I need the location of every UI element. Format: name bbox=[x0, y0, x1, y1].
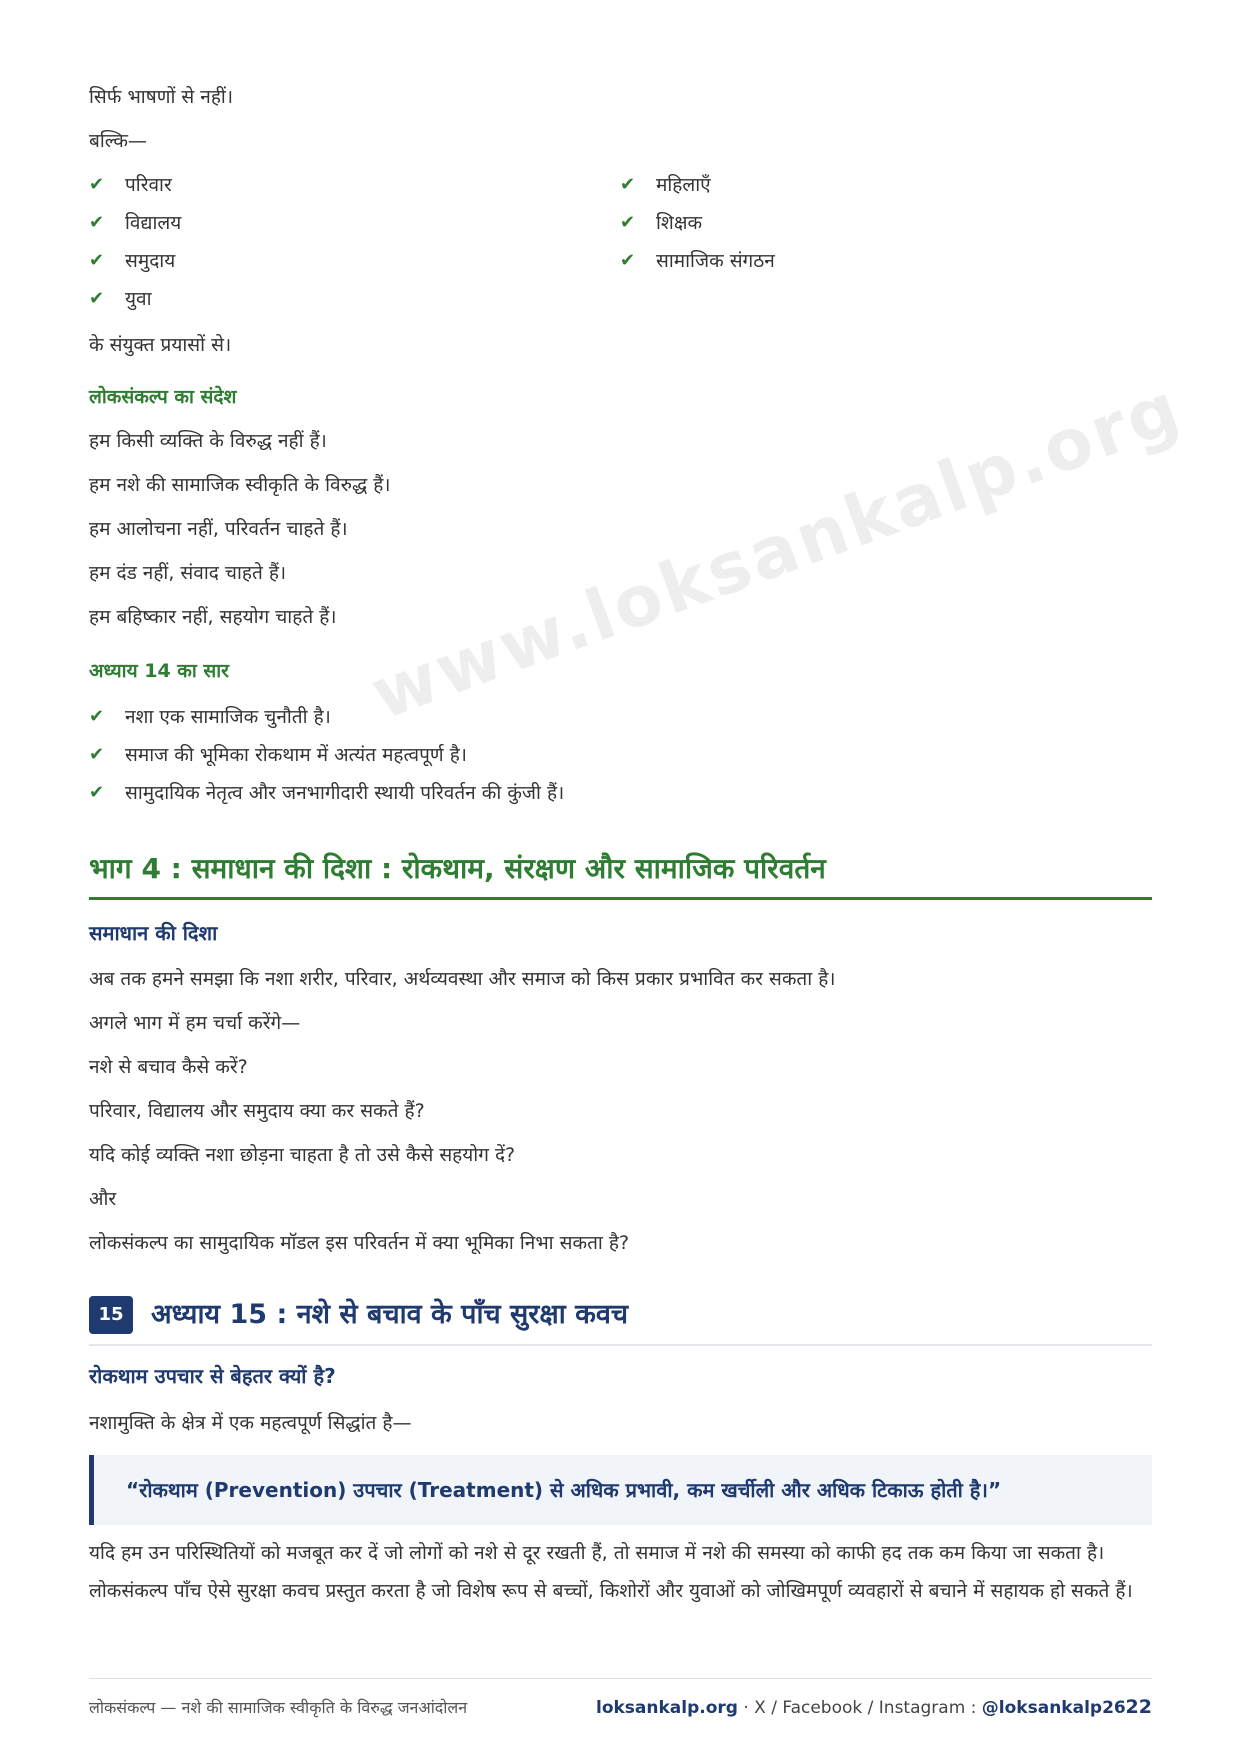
list-item: महिलाएँ bbox=[656, 174, 711, 196]
list-item: समुदाय bbox=[125, 250, 176, 272]
check-icon: ✔ bbox=[620, 174, 636, 195]
check-icon: ✔ bbox=[620, 250, 636, 271]
footer-site-link[interactable]: loksankalp.org bbox=[596, 1698, 738, 1718]
check-icon: ✔ bbox=[89, 250, 105, 271]
summary-item: सामुदायिक नेतृत्व और जनभागीदारी स्थायी परिवर्तन की कुंजी हैं। bbox=[125, 782, 565, 804]
watermark: www.loksankalp.org bbox=[360, 366, 1192, 736]
body-paragraph: लोकसंकल्प पाँच ऐसे सुरक्षा कवच प्रस्तुत करता है जो विशेष रूप से बच्चों, किशोरों और युवाओं को जोखिमपूर्ण व्यवहारों से बचाने में सहायक हो सकते हैं। bbox=[89, 1580, 1133, 1602]
chapter-title: अध्याय 15 : नशे से बचाव के पाँच सुरक्षा कवच bbox=[151, 1299, 628, 1330]
check-icon: ✔ bbox=[89, 288, 105, 309]
document-page bbox=[89, 0, 1192, 1755]
section-heading: लोकसंकल्प का संदेश bbox=[89, 386, 237, 408]
intro-line: बल्कि— bbox=[89, 130, 147, 152]
check-icon: ✔ bbox=[89, 174, 105, 195]
divider bbox=[89, 1344, 1152, 1346]
body-line: परिवार, विद्यालय और समुदाय क्या कर सकते हैं? bbox=[89, 1100, 425, 1122]
footer-divider bbox=[89, 1678, 1152, 1679]
list-item: सामाजिक संगठन bbox=[656, 250, 775, 272]
check-icon: ✔ bbox=[89, 782, 105, 803]
body-line: यदि कोई व्यक्ति नशा छोड़ना चाहता है तो उसे कैसे सहयोग दें? bbox=[89, 1144, 516, 1166]
body-line: अगले भाग में हम चर्चा करेंगे— bbox=[89, 1012, 301, 1034]
section-heading: अध्याय 14 का सार bbox=[89, 660, 229, 682]
chapter-number-badge: 15 bbox=[89, 1296, 133, 1334]
divider bbox=[89, 897, 1152, 900]
quote-text: “रोकथाम (Prevention) उपचार (Treatment) से अधिक प्रभावी, कम खर्चीली और अधिक टिकाऊ होती है।” bbox=[126, 1478, 1002, 1502]
intro-line: सिर्फ भाषणों से नहीं। bbox=[89, 86, 234, 108]
body-line: नशामुक्ति के क्षेत्र में एक महत्वपूर्ण सिद्धांत है— bbox=[89, 1412, 412, 1434]
footer-title: लोकसंकल्प — नशे की सामाजिक स्वीकृति के विरुद्ध जनआंदोलन bbox=[89, 1698, 468, 1717]
section-heading: रोकथाम उपचार से बेहतर क्यों है? bbox=[89, 1364, 336, 1388]
quote-block bbox=[89, 1455, 1152, 1525]
list-item: शिक्षक bbox=[656, 212, 703, 234]
check-icon: ✔ bbox=[89, 744, 105, 765]
message-line: हम दंड नहीं, संवाद चाहते हैं। bbox=[89, 562, 287, 584]
body-line: और bbox=[89, 1188, 117, 1210]
footer-links bbox=[596, 1696, 1126, 1720]
check-icon: ✔ bbox=[89, 706, 105, 727]
list-item: परिवार bbox=[125, 174, 172, 196]
page-number: 22 bbox=[1125, 1696, 1152, 1718]
footer-handle-link[interactable]: @loksankalp26 bbox=[981, 1698, 1126, 1718]
message-line: हम किसी व्यक्ति के विरुद्ध नहीं हैं। bbox=[89, 430, 327, 452]
part-title: भाग 4 : समाधान की दिशा : रोकथाम, संरक्षण और सामाजिक परिवर्तन bbox=[89, 852, 826, 885]
body-line: नशे से बचाव कैसे करें? bbox=[89, 1056, 248, 1078]
summary-item: समाज की भूमिका रोकथाम में अत्यंत महत्वपूर्ण है। bbox=[125, 744, 467, 766]
body-line: अब तक हमने समझा कि नशा शरीर, परिवार, अर्थव्यवस्था और समाज को किस प्रकार प्रभावित कर सकता है। bbox=[89, 968, 836, 990]
footer-social-label: · X / Facebook / Instagram : bbox=[737, 1698, 982, 1718]
body-line: लोकसंकल्प का सामुदायिक मॉडल इस परिवर्तन में क्या भूमिका निभा सकता है? bbox=[89, 1232, 630, 1254]
intro-line: के संयुक्त प्रयासों से। bbox=[89, 334, 232, 356]
list-item: युवा bbox=[125, 288, 152, 310]
message-line: हम नशे की सामाजिक स्वीकृति के विरुद्ध हैं। bbox=[89, 474, 391, 496]
list-item: विद्यालय bbox=[125, 212, 182, 234]
check-icon: ✔ bbox=[89, 212, 105, 233]
body-paragraph: यदि हम उन परिस्थितियों को मजबूत कर दें जो लोगों को नशे से दूर रखती हैं, तो समाज में नशे की समस्या को काफी हद तक कम किया जा सकता है। bbox=[89, 1542, 1105, 1564]
summary-item: नशा एक सामाजिक चुनौती है। bbox=[125, 706, 331, 728]
check-icon: ✔ bbox=[620, 212, 636, 233]
section-heading: समाधान की दिशा bbox=[89, 921, 218, 945]
message-line: हम बहिष्कार नहीं, सहयोग चाहते हैं। bbox=[89, 606, 337, 628]
message-line: हम आलोचना नहीं, परिवर्तन चाहते हैं। bbox=[89, 518, 348, 540]
